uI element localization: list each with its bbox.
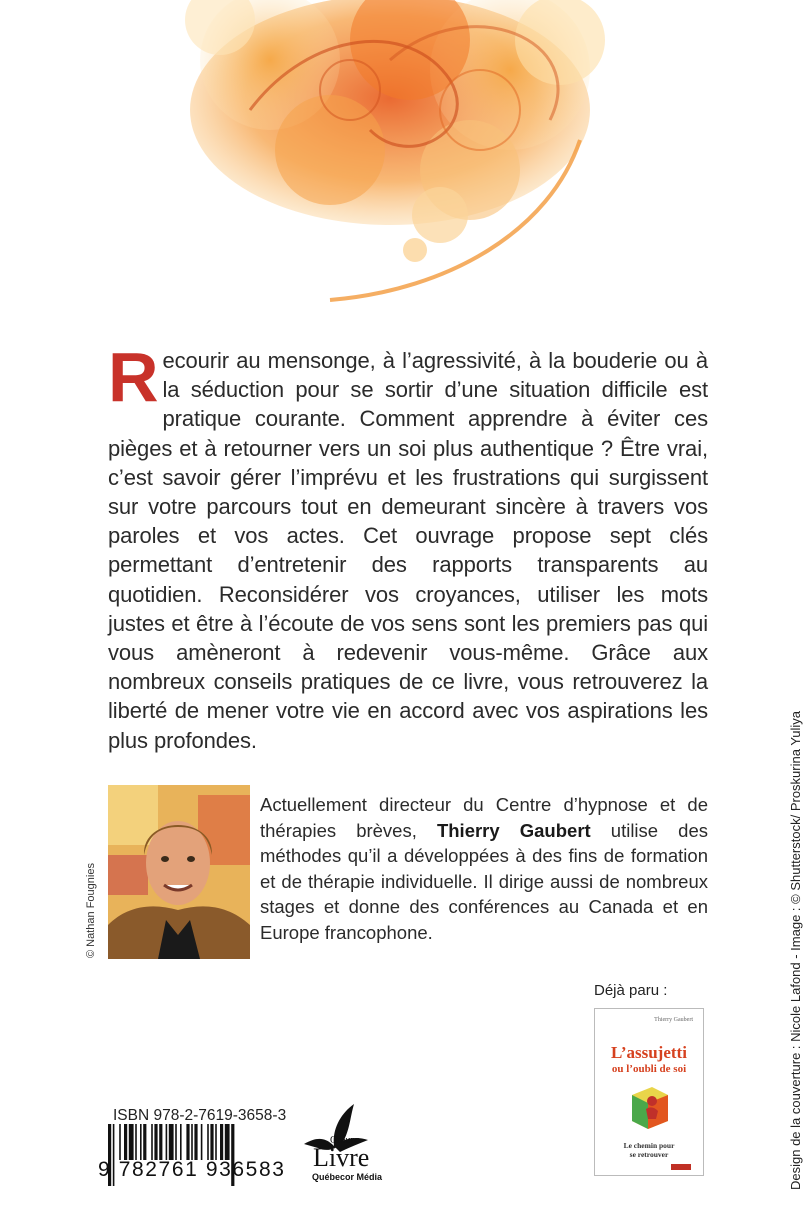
barcode-bar <box>220 1124 223 1160</box>
barcode-bar <box>129 1124 134 1160</box>
barcode-bar <box>151 1124 153 1160</box>
book-subtitle: ou l’oubli de soi <box>611 1063 687 1075</box>
book-tagline-line2: se retrouver <box>629 1150 669 1159</box>
book-title: L’assujetti <box>611 1043 687 1062</box>
barcode-bar <box>159 1124 162 1160</box>
publisher-livre: Livre <box>313 1143 370 1172</box>
orange-swirl-artwork <box>150 0 650 320</box>
barcode-bar <box>194 1124 197 1160</box>
book-author: Thierry Gaubert <box>654 1017 693 1023</box>
barcode-bar <box>124 1124 127 1160</box>
barcode-bar <box>180 1124 182 1160</box>
barcode-bar <box>191 1124 193 1160</box>
barcode-bar <box>215 1124 217 1160</box>
barcode-bar <box>169 1124 174 1160</box>
cover-credit: Design de la couverture : Nicole Lafond - Image : © Shutterstock/ Proskurina Yuliya <box>788 710 803 1190</box>
barcode-bar <box>119 1124 121 1160</box>
photo-credit: © Nathan Fougnies <box>85 863 97 958</box>
barcode-bar <box>207 1124 209 1160</box>
publisher-mark <box>671 1164 691 1170</box>
author-bio <box>260 792 708 945</box>
author-photo <box>108 785 250 959</box>
publisher-groupe: Groupe <box>330 1135 360 1146</box>
bio-text-start: Actuellement directeur du Centre d’hypnose et de thérapies brèves, <box>260 794 708 841</box>
back-cover-blurb <box>108 338 708 755</box>
publisher-quebecor: Québecor Média <box>312 1172 383 1182</box>
cube-figure-icon <box>626 1081 674 1131</box>
barcode-bar <box>175 1124 177 1160</box>
dropcap-letter: R <box>108 338 159 416</box>
barcode-bar <box>186 1124 189 1160</box>
isbn-label: ISBN 978-2-7619-3658-3 <box>113 1107 287 1124</box>
barcode-bar <box>135 1124 137 1160</box>
book-tagline <box>595 1141 703 1159</box>
barcode-bar <box>154 1124 157 1160</box>
barcode-number: 9 782761 936583 <box>98 1158 286 1181</box>
blurb-text: ecourir au mensonge, à l’agressivité, à la bouderie ou à la séduction pour se sortir d’une situation difficile est pratique courante. Comment apprendre à éviter ces pièges et à retourner vers un soi plus authentique ? Être vrai, c’est savoir gérer l’imprévu et les frustrations qui surgissent sur votre parcours tout en demeurant sincère à travers vos paroles et vos actes. Cet ouvrage propose sept clés permettant d’entretenir des rapports transparents au quotidien. Reconsidérer vos croyances, utiliser les mots justes et être à l’écoute de vos sens sont les premiers pas qui vous amèneront à redevenir vous-même. Grâce aux nombreux conseils pratiques de ce livre, vous retrouverez la liberté de mener votre vie en accord avec vos aspirations les plus profondes. <box>108 348 708 753</box>
barcode-bar <box>140 1124 142 1160</box>
previous-book-cover <box>594 1008 704 1176</box>
barcode-bar <box>166 1124 168 1160</box>
barcode-bar <box>210 1124 213 1160</box>
previous-title-label: Déjà paru : <box>594 982 668 999</box>
barcode-bar <box>143 1124 146 1160</box>
barcode-bar <box>201 1124 203 1160</box>
barcode-bar <box>225 1124 230 1160</box>
bio-text-end: utilise des méthodes qu’il a développées à des fins de formation et de thérapie individuelle. Il dirige aussi de nombreux stages et donne des conférences au Canada et en Europe francophone. <box>260 819 708 943</box>
book-tagline-line1: Le chemin pour <box>623 1141 675 1150</box>
author-name: Thierry Gaubert <box>436 819 591 841</box>
